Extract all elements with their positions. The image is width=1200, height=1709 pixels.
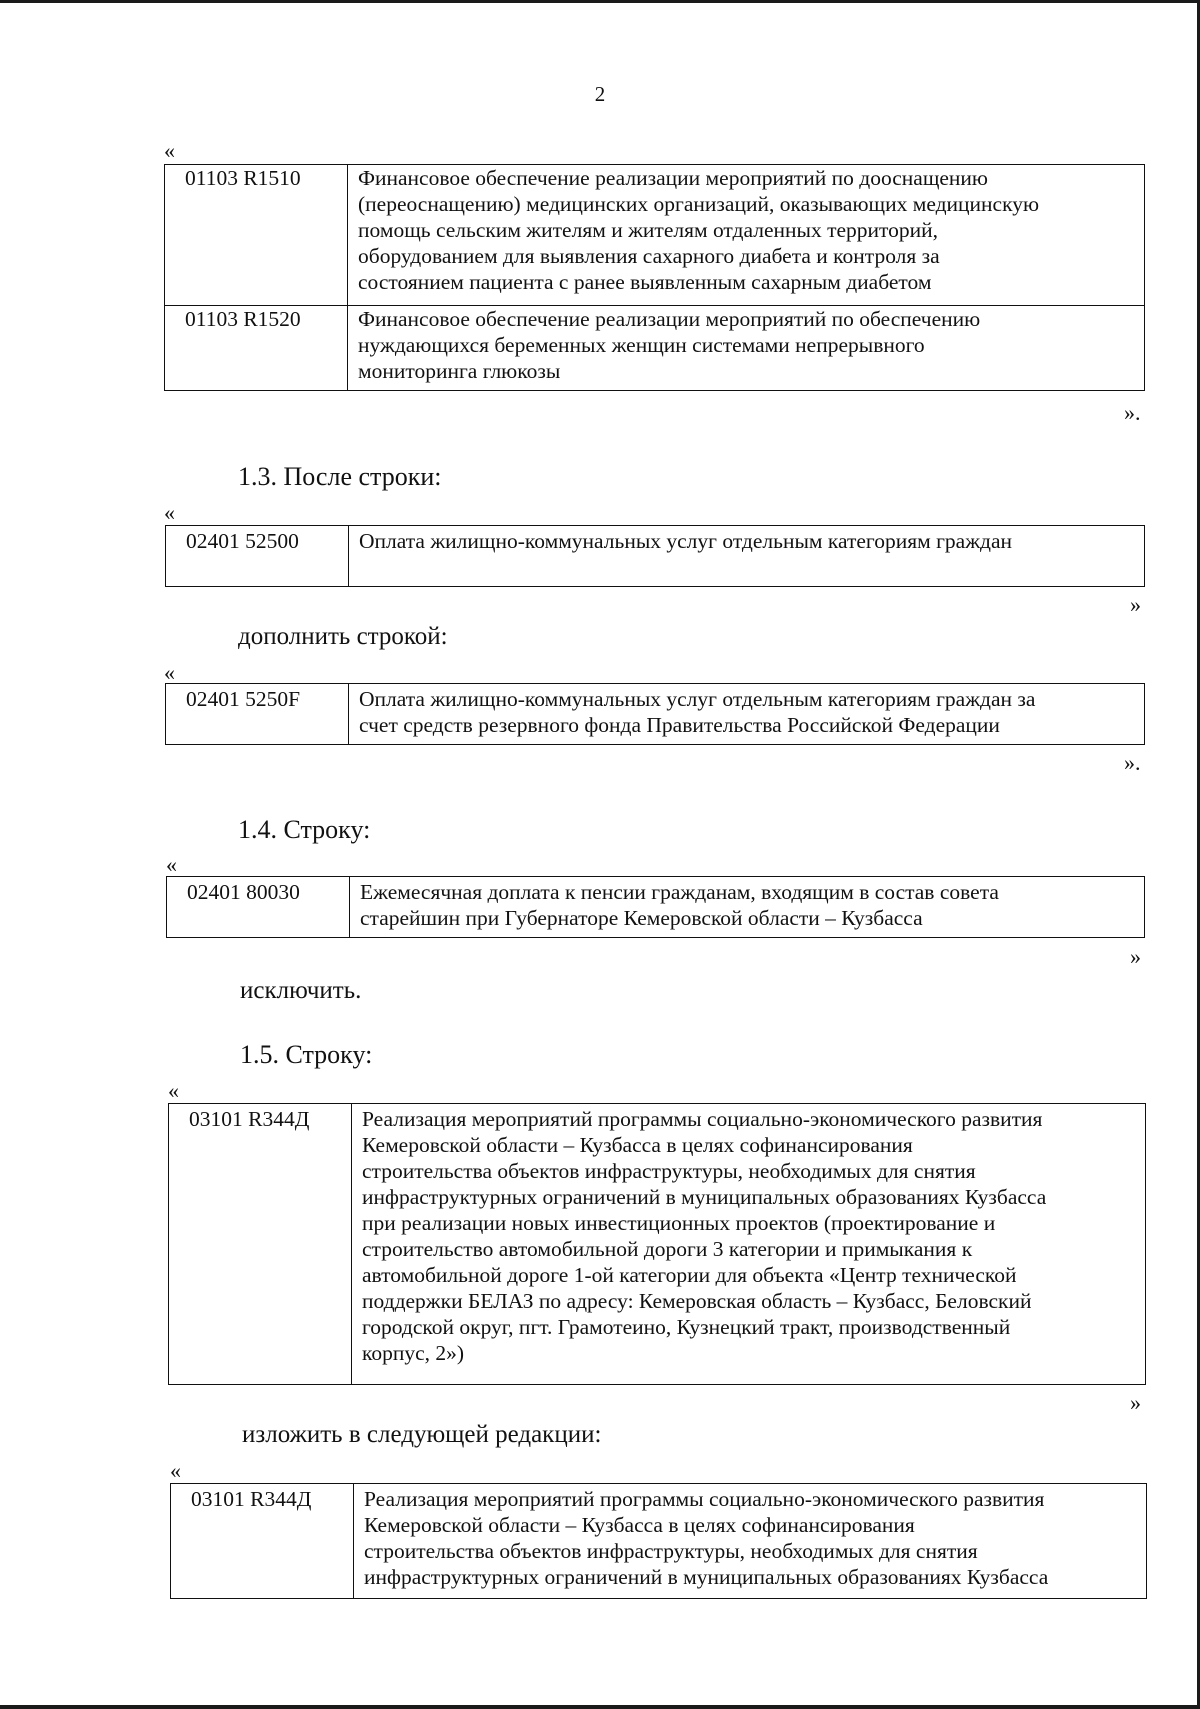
opening-quote: « <box>164 660 175 685</box>
table-row <box>165 165 1145 306</box>
description-line: Финансовое обеспечение реализации мероприятий по обеспечению <box>358 307 981 331</box>
opening-quote: « <box>166 852 177 877</box>
description-line: мониторинга глюкозы <box>358 359 561 383</box>
description-line: оборудованием для выявления сахарного диабета и контроля за <box>358 244 940 268</box>
budget-code: 02401 52500 <box>166 526 349 587</box>
section-heading-1-3: 1.3. После строки: <box>238 462 442 491</box>
description-line: корпус, 2») <box>362 1341 465 1365</box>
page-number: 2 <box>594 82 606 106</box>
description-line: строительства объектов инфраструктуры, необходимых для снятия <box>362 1159 976 1183</box>
description-line: поддержки БЕЛАЗ по адресу: Кемеровская область – Кузбасс, Беловский <box>362 1289 1032 1313</box>
budget-code: 01103 R1520 <box>165 306 348 391</box>
table-row <box>165 306 1145 391</box>
description-line: Финансовое обеспечение реализации мероприятий по дооснащению <box>358 166 988 190</box>
table-row <box>169 1104 1146 1385</box>
amendment-table-1-3-new <box>165 683 1145 745</box>
table-row <box>167 877 1145 938</box>
budget-code: 03101 R344Д <box>169 1104 352 1385</box>
description-line: Реализация мероприятий программы социально-экономического развития <box>362 1107 1043 1131</box>
opening-quote: « <box>168 1078 179 1103</box>
budget-code: 01103 R1510 <box>165 165 348 306</box>
amendment-table-1-3-existing <box>165 525 1145 587</box>
description-line: строительство автомобильной дороги 3 категории и примыкания к <box>362 1237 973 1261</box>
opening-quote: « <box>164 138 175 163</box>
description-line: Кемеровской области – Кузбасса в целях софинансирования <box>362 1133 913 1157</box>
description-line: Ежемесячная доплата к пенсии гражданам, входящим в состав совета <box>360 880 999 904</box>
description-line: старейшин при Губернаторе Кемеровской области – Кузбасса <box>360 906 923 930</box>
opening-quote: « <box>164 500 175 525</box>
closing-quote: ». <box>1124 400 1141 425</box>
amendment-table-1 <box>164 164 1145 391</box>
description-line: нуждающихся беременных женщин системами непрерывного <box>358 333 925 357</box>
table-row <box>171 1484 1147 1599</box>
budget-description <box>349 684 1145 745</box>
scan-border-bottom <box>0 1705 1200 1709</box>
amendment-table-1-5-existing <box>168 1103 1146 1385</box>
budget-description <box>352 1104 1146 1385</box>
description-line: Оплата жилищно-коммунальных услуг отдельным категориям граждан за <box>359 687 1036 711</box>
budget-description <box>348 306 1145 391</box>
section-heading-1-4: 1.4. Строку: <box>238 815 371 844</box>
budget-description <box>348 165 1145 306</box>
closing-quote: » <box>1130 592 1141 617</box>
budget-code: 03101 R344Д <box>171 1484 354 1599</box>
budget-description <box>354 1484 1147 1599</box>
description-line: помощь сельским жителям и жителям отдаленных территорий, <box>358 218 939 242</box>
description-line: строительства объектов инфраструктуры, необходимых для снятия <box>364 1539 978 1563</box>
description-line: (переоснащению) медицинских организаций, оказывающих медицинскую <box>358 192 1040 216</box>
opening-quote: « <box>170 1458 181 1483</box>
table-row <box>166 684 1145 745</box>
section-heading-1-5: 1.5. Строку: <box>240 1040 373 1069</box>
description-line: инфраструктурных ограничений в муниципальных образованиях Кузбасса <box>362 1185 1047 1209</box>
description-line: автомобильной дороге 1-ой категории для объекта «Центр технической <box>362 1263 1017 1287</box>
description-line: Оплата жилищно-коммунальных услуг отдельным категориям граждан <box>359 529 1013 553</box>
description-line: счет средств резервного фонда Правительства Российской Федерации <box>359 713 1000 737</box>
budget-code: 02401 80030 <box>167 877 350 938</box>
description-line: инфраструктурных ограничений в муниципальных образованиях Кузбасса <box>364 1565 1049 1589</box>
table-row <box>166 526 1145 587</box>
closing-quote: ». <box>1124 750 1141 775</box>
description-line: Кемеровской области – Кузбасса в целях софинансирования <box>364 1513 915 1537</box>
scan-border-top <box>0 0 1200 3</box>
budget-description <box>349 526 1145 587</box>
description-line: городской округ, пгт. Грамотеино, Кузнецкий тракт, производственный <box>362 1315 1011 1339</box>
description-line: Реализация мероприятий программы социально-экономического развития <box>364 1487 1045 1511</box>
closing-quote: » <box>1130 944 1141 969</box>
action-text: дополнить строкой: <box>238 623 448 650</box>
action-text: изложить в следующей редакции: <box>242 1421 602 1448</box>
budget-description <box>350 877 1145 938</box>
description-line: состоянием пациента с ранее выявленным сахарным диабетом <box>358 270 932 294</box>
description-line: при реализации новых инвестиционных проектов (проектирование и <box>362 1211 996 1235</box>
amendment-table-1-5-new <box>170 1483 1147 1599</box>
closing-quote: » <box>1130 1390 1141 1415</box>
action-text: исключить. <box>240 977 362 1004</box>
amendment-table-1-4 <box>166 876 1145 938</box>
budget-code: 02401 5250F <box>166 684 349 745</box>
